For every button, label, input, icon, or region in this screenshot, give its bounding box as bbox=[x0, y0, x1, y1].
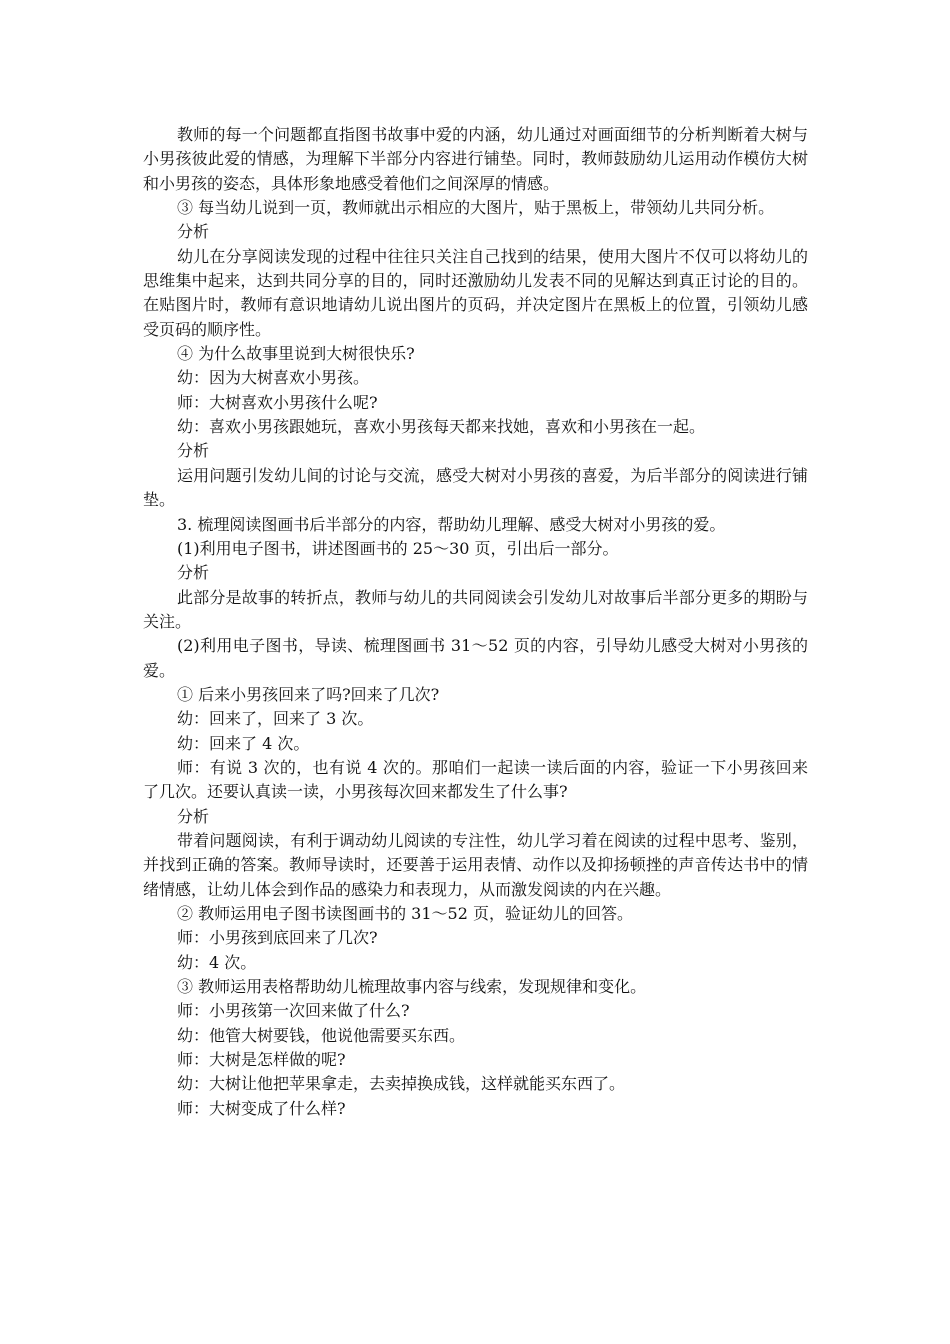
dialogue-line: 师：有说 3 次的，也有说 4 次的。那咱们一起读一读后面的内容，验证一下小男孩回来了几次。还要认真读一读，小男孩每次回来都发生了什么事? bbox=[143, 757, 808, 802]
paragraph: 幼儿在分享阅读发现的过程中往往只关注自己找到的结果，使用大图片不仅可以将幼儿的思维集中起来，达到共同分享的目的，同时还激励幼儿发表不同的见解达到真正讨论的目的。在贴图片时，教师有意识地请幼儿说出图片的页码，并决定图片在黑板上的位置，引领幼儿感受页码的顺序性。 bbox=[143, 246, 808, 339]
dialogue-line: 师：大树是怎样做的呢? bbox=[177, 1050, 346, 1070]
paragraph: 此部分是故事的转折点，教师与幼儿的共同阅读会引发幼儿对故事后半部分更多的期盼与关注。 bbox=[143, 587, 808, 631]
paragraph: 3. 梳理阅读图画书后半部分的内容，帮助幼儿理解、感受大树对小男孩的爱。 bbox=[177, 514, 726, 534]
section-label: 分析 bbox=[177, 806, 210, 826]
paragraph: ③ 每当幼儿说到一页，教师就出示相应的大图片，贴于黑板上，带领幼儿共同分析。 bbox=[177, 198, 775, 218]
dialogue-line: 幼：4 次。 bbox=[177, 952, 257, 972]
dialogue-line: 师：小男孩到底回来了几次? bbox=[177, 928, 378, 948]
dialogue-line: 幼：回来了，回来了 3 次。 bbox=[177, 709, 374, 729]
dialogue-line: 幼：大树让他把苹果拿走，去卖掉换成钱，这样就能买东西了。 bbox=[177, 1074, 626, 1094]
paragraph: ② 教师运用电子图书读图画书的 31～52 页，验证幼儿的回答。 bbox=[177, 904, 633, 923]
paragraph: (1)利用电子图书，讲述图画书的 25～30 页，引出后一部分。 bbox=[177, 538, 619, 558]
paragraph: 教师的每一个问题都直指图书故事中爱的内涵，幼儿通过对画面细节的分析判断着大树与小男孩彼此爱的情感，为理解下半部分内容进行铺垫。同时，教师鼓励幼儿运用动作模仿大树和小男孩的姿态，具体形象地感受着他们之间深厚的情感。 bbox=[143, 125, 808, 193]
paragraph: ④ 为什么故事里说到大树很快乐? bbox=[177, 344, 415, 364]
dialogue-line: 师：大树变成了什么样? bbox=[177, 1098, 346, 1118]
paragraph: 带着问题阅读，有利于调动幼儿阅读的专注性，幼儿学习着在阅读的过程中思考、鉴别，并找到正确的答案。教师导读时，还要善于运用表情、动作以及抑扬顿挫的声音传达书中的情绪情感，让幼儿体会到作品的感染力和表现力，从而激发阅读的内在兴趣。 bbox=[143, 830, 808, 899]
dialogue-line: 幼：因为大树喜欢小男孩。 bbox=[177, 368, 370, 388]
paragraph: ③ 教师运用表格帮助幼儿梳理故事内容与线索，发现规律和变化。 bbox=[177, 977, 647, 997]
section-label: 分析 bbox=[177, 441, 210, 461]
dialogue-line: 幼：他管大树要钱，他说他需要买东西。 bbox=[177, 1025, 466, 1045]
paragraph: 运用问题引发幼儿间的讨论与交流，感受大树对小男孩的喜爱，为后半部分的阅读进行铺垫。 bbox=[143, 465, 808, 510]
dialogue-line: 幼：回来了 4 次。 bbox=[177, 733, 310, 753]
dialogue-line: 师：大树喜欢小男孩什么呢? bbox=[177, 392, 378, 412]
document-body bbox=[143, 123, 808, 1121]
dialogue-line: 师：小男孩第一次回来做了什么? bbox=[177, 1001, 410, 1021]
dialogue-line: 幼：喜欢小男孩跟她玩，喜欢小男孩每天都来找她，喜欢和小男孩在一起。 bbox=[177, 417, 706, 437]
section-label: 分析 bbox=[177, 563, 210, 583]
paragraph: ① 后来小男孩回来了吗?回来了几次? bbox=[177, 684, 440, 704]
section-label: 分析 bbox=[177, 222, 210, 242]
paragraph: (2)利用电子图书，导读、梳理图画书 31～52 页的内容，引导幼儿感受大树对小男孩的爱。 bbox=[143, 636, 808, 680]
